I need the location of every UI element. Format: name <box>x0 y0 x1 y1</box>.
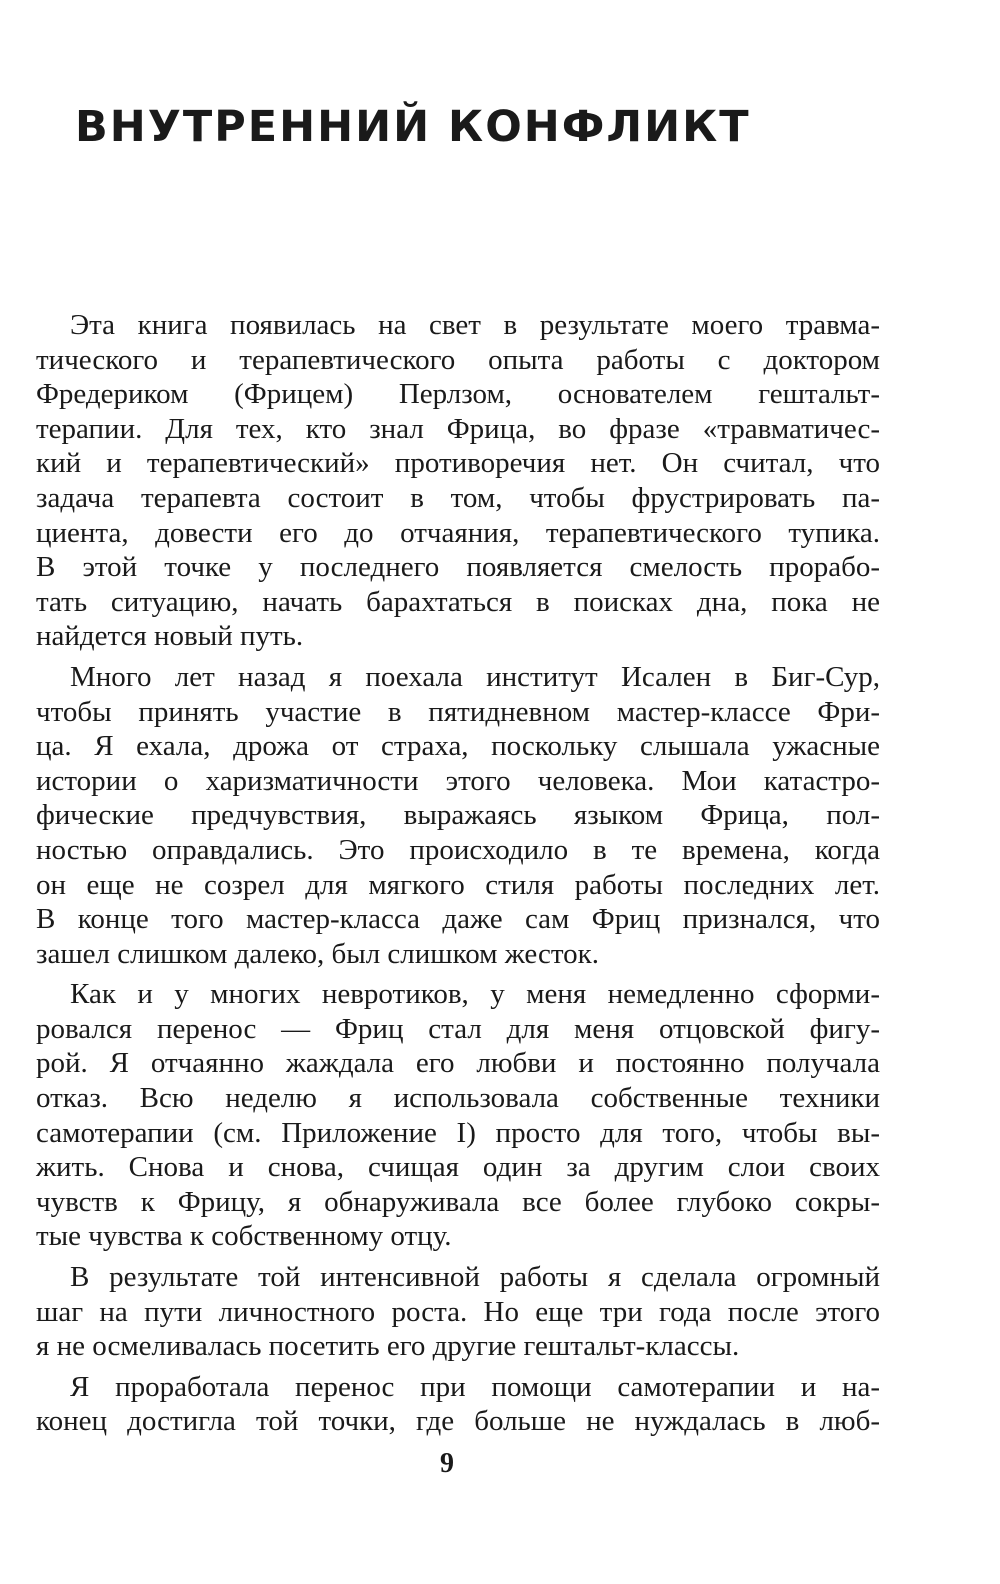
paragraph <box>36 1260 880 1364</box>
text-line: жить. Снова и снова, счищая один за другим слои своих <box>36 1151 880 1184</box>
paragraph <box>36 308 880 654</box>
text-line: В конце того мастер-класса даже сам Фриц признался, что <box>36 903 880 936</box>
text-line: терапии. Для тех, кто знал Фрица, во фразе «травматичес- <box>36 412 880 445</box>
text-line: зашел слишком далеко, был слишком жесток. <box>36 937 600 970</box>
text-line: Я проработала перенос при помощи самотерапии и на- <box>70 1370 880 1403</box>
body-text <box>36 308 880 1439</box>
text-line: Эта книга появилась на свет в результате моего травма- <box>70 309 880 341</box>
chapter-title: ВНУТРЕННИЙ КОНФЛИКТ <box>75 102 751 152</box>
text-line: тического и терапевтического опыта работы с доктором <box>36 343 880 376</box>
paragraph <box>36 1370 880 1439</box>
text-line: ностью оправдались. Это происходило в те времена, когда <box>36 833 880 866</box>
text-line: он еще не созрел для мягкого стиля работы последних лет. <box>36 868 880 901</box>
text-line: фические предчувствия, выражаясь языком Фрица, пол- <box>36 799 880 832</box>
text-line: тать ситуацию, начать барахтаться в поисках дна, пока не <box>36 585 880 618</box>
text-line: рой. Я отчаянно жаждала его любви и постоянно получала <box>36 1047 880 1080</box>
text-line: кий и терапевтический» противоречия нет. Он считал, что <box>36 447 880 480</box>
page-number: 9 <box>440 1448 454 1479</box>
text-line: Как и у многих невротиков, у меня немедленно сформи- <box>70 978 880 1011</box>
text-line: самотерапии (см. Приложение I) просто для того, чтобы вы- <box>36 1116 880 1149</box>
text-line: отказ. Всю неделю я использовала собственные техники <box>36 1082 880 1115</box>
text-line: я не осмеливалась посетить его другие гештальт-классы. <box>36 1330 740 1363</box>
text-line: В результате той интенсивной работы я сделала огромный <box>70 1261 880 1294</box>
text-line: тые чувства к собственному отцу. <box>36 1220 452 1253</box>
text-line: ровался перенос — Фриц стал для меня отцовской фигу- <box>36 1012 880 1045</box>
text-line: циента, довести его до отчаяния, терапевтического тупика. <box>36 516 880 549</box>
text-line: найдется новый путь. <box>36 620 304 653</box>
text-line: конец достигла той точки, где больше не нуждалась в люб- <box>36 1405 880 1438</box>
paragraph <box>36 977 880 1254</box>
text-line: чтобы принять участие в пятидневном мастер-классе Фри- <box>36 695 880 728</box>
text-line: В этой точке у последнего появляется смелость прорабо- <box>36 551 880 584</box>
paragraph <box>36 660 880 971</box>
text-line: чувств к Фрицу, я обнаруживала все более глубоко сокры- <box>36 1185 880 1218</box>
text-line: ца. Я ехала, дрожа от страха, поскольку слышала ужасные <box>36 730 880 763</box>
text-line: задача терапевта состоит в том, чтобы фрустрировать па- <box>36 481 880 514</box>
text-line: Много лет назад я поехала институт Исален в Биг-Сур, <box>70 660 880 693</box>
text-line: истории о харизматичности этого человека. Мои катастро- <box>36 764 880 797</box>
text-line: Фредериком (Фрицем) Перлзом, основателем гештальт- <box>36 378 880 411</box>
text-line: шаг на пути личностного роста. Но еще три года после этого <box>36 1295 880 1328</box>
